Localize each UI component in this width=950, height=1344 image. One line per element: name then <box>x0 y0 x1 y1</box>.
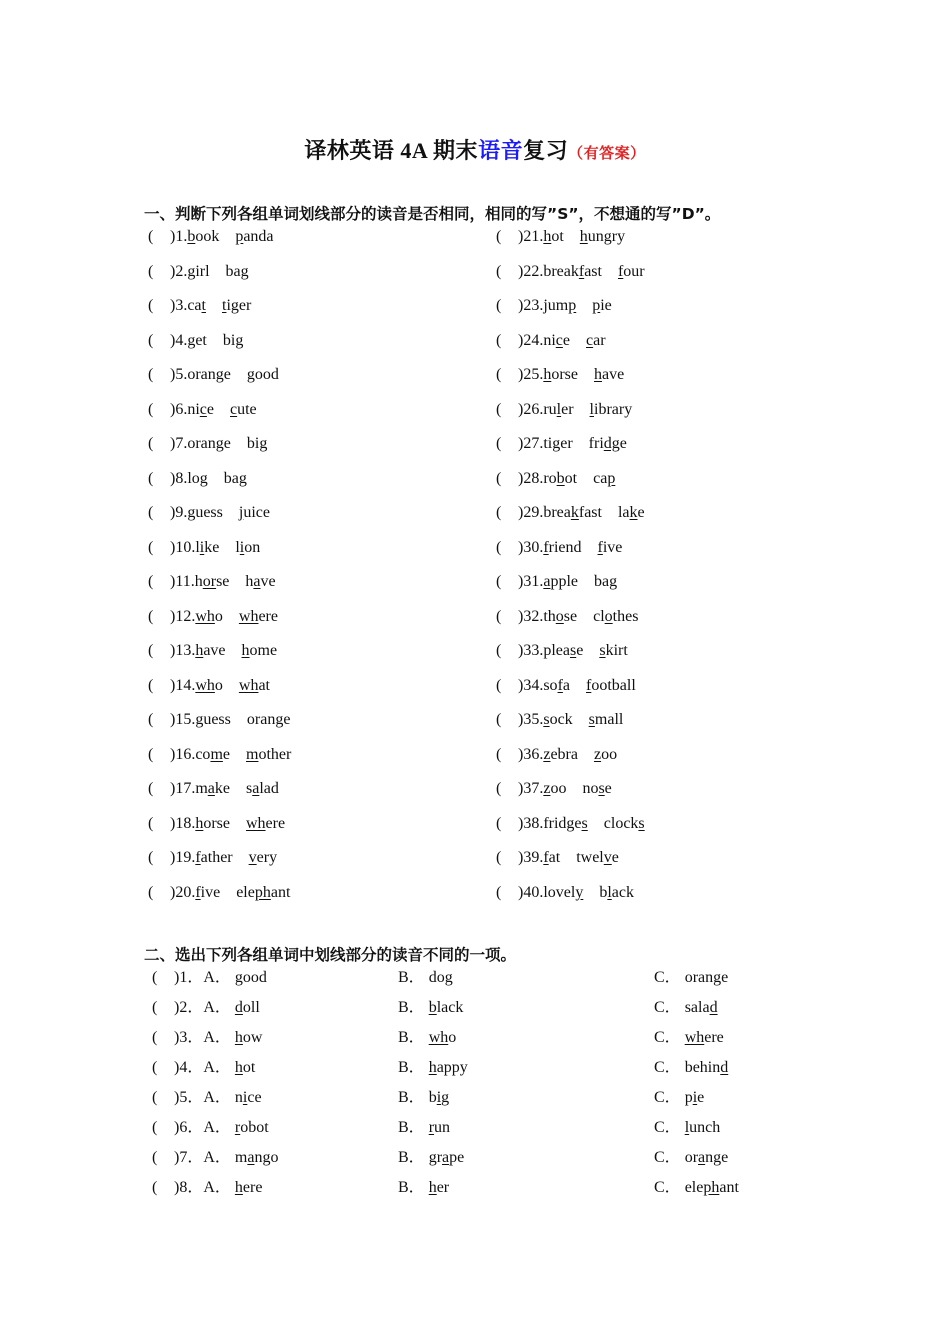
question-row: ( )22.breakfast four <box>496 262 645 280</box>
question-row: ( )38.fridges clocks <box>496 814 645 832</box>
option-c-word: pie <box>684 1089 705 1106</box>
word-first: sofa <box>543 676 570 694</box>
question-row: ( )3.cat tiger <box>148 297 252 314</box>
answer-blank[interactable]: ( <box>152 1179 158 1196</box>
answer-blank[interactable]: ( <box>496 435 502 452</box>
answer-blank[interactable]: ( <box>496 883 502 901</box>
answer-blank[interactable]: ( <box>496 538 502 556</box>
option-b[interactable]: B． dog <box>398 969 453 986</box>
word-first: robot <box>543 469 578 487</box>
answer-blank[interactable]: ( <box>148 538 154 556</box>
question-row: ( )9.guess juice <box>148 504 270 521</box>
word-first: horse <box>543 366 578 383</box>
answer-blank[interactable]: ( <box>496 607 502 625</box>
option-c-word: lunch <box>684 1119 721 1136</box>
choice-row: ( )1．A． good <box>152 969 267 986</box>
answer-blank[interactable]: ( <box>148 435 154 452</box>
question-row: ( )23.jump pie <box>496 297 612 314</box>
choice-row: ( )2．A． doll <box>152 999 260 1016</box>
word-first: breakfast <box>543 262 602 280</box>
question-row: ( )10.like lion <box>148 538 261 556</box>
question-row: ( )28.robot cap <box>496 469 616 487</box>
word-second: what <box>238 676 270 694</box>
word-first: fridges <box>543 814 588 832</box>
question-row: ( )18.horse where <box>148 814 286 832</box>
word-first: cat <box>187 297 206 314</box>
answer-blank[interactable]: ( <box>148 469 154 487</box>
word-second: panda <box>235 228 274 245</box>
answer-blank[interactable]: ( <box>496 400 502 418</box>
word-first: sock <box>543 711 573 728</box>
question-row: ( )30.friend five <box>496 538 623 556</box>
question-row: ( )36.zebra zoo <box>496 745 618 763</box>
answer-blank[interactable]: ( <box>148 883 154 901</box>
option-b[interactable]: B． grape <box>398 1149 465 1166</box>
answer-blank[interactable]: ( <box>148 607 154 625</box>
word-second: very <box>248 849 278 866</box>
answer-blank[interactable]: ( <box>148 504 154 521</box>
word-second: orange <box>246 711 291 728</box>
question-row: ( )12.who where <box>148 607 278 625</box>
word-first: who <box>195 676 223 694</box>
answer-blank[interactable]: ( <box>496 228 502 245</box>
answer-blank[interactable]: ( <box>152 1149 158 1166</box>
word-second: hungry <box>579 228 626 245</box>
answer-blank[interactable]: ( <box>148 849 154 866</box>
option-c-word: orange <box>684 1149 729 1166</box>
word-second: big <box>222 331 244 349</box>
answer-blank[interactable]: ( <box>496 262 502 280</box>
question-row: ( )16.come mother <box>148 745 292 763</box>
question-row: ( )35.sock small <box>496 711 624 728</box>
answer-blank[interactable]: ( <box>496 849 502 866</box>
option-c[interactable]: C． lunch <box>654 1119 721 1136</box>
option-a: mango <box>234 1149 279 1166</box>
option-b-word: who <box>428 1029 457 1046</box>
answer-blank[interactable]: ( <box>148 642 154 659</box>
word-second: skirt <box>599 642 628 659</box>
question-row: ( )7.orange big <box>148 435 268 452</box>
choice-row: ( )3．A． how <box>152 1029 263 1046</box>
question-row: ( )25.horse have <box>496 366 625 383</box>
answer-blank[interactable]: ( <box>152 969 158 986</box>
word-first: ruler <box>543 400 574 418</box>
word-first: five <box>195 883 221 901</box>
word-first: zebra <box>543 745 578 763</box>
answer-blank[interactable]: ( <box>152 1119 158 1136</box>
answer-blank[interactable]: ( <box>152 1089 158 1106</box>
answer-blank[interactable]: ( <box>148 262 154 280</box>
word-first: nice <box>187 400 214 418</box>
word-second: five <box>597 538 623 556</box>
word-first: nice <box>543 331 570 349</box>
question-row: ( )33.please skirt <box>496 642 628 659</box>
word-first: girl <box>187 262 210 280</box>
word-first: those <box>543 607 578 625</box>
option-b-word: grape <box>428 1149 465 1166</box>
word-first: please <box>543 642 584 659</box>
word-first: horse <box>194 573 230 590</box>
word-second: good <box>246 366 279 383</box>
question-row: ( )6.nice cute <box>148 400 257 418</box>
answer-blank[interactable]: ( <box>152 1029 158 1046</box>
title-note: （有答案） <box>568 146 646 162</box>
word-second: four <box>617 262 645 280</box>
word-first: fat <box>543 849 561 866</box>
word-second: have <box>245 573 276 590</box>
word-second: small <box>588 711 624 728</box>
word-first: zoo <box>543 780 567 797</box>
option-b-word: her <box>428 1179 450 1196</box>
option-a: here <box>234 1179 263 1196</box>
answer-blank[interactable]: ( <box>496 573 502 590</box>
choice-row: ( )4．A． hot <box>152 1059 256 1076</box>
option-b-word: big <box>428 1089 450 1106</box>
option-a: robot <box>234 1119 269 1136</box>
word-second: car <box>586 331 606 349</box>
question-row: ( )5.orange good <box>148 366 279 383</box>
option-c[interactable]: C． pie <box>654 1089 705 1106</box>
option-b-word: dog <box>428 969 453 986</box>
word-second: black <box>599 883 634 901</box>
choice-row: ( )5．A． nice <box>152 1089 262 1106</box>
option-c[interactable]: C． behind <box>654 1059 729 1076</box>
answer-blank[interactable]: ( <box>148 676 154 694</box>
option-b[interactable]: B． big <box>398 1089 450 1106</box>
answer-blank[interactable]: ( <box>152 999 158 1016</box>
word-second: have <box>593 366 625 383</box>
answer-blank[interactable]: ( <box>148 814 154 832</box>
question-row: ( )14.who what <box>148 676 270 694</box>
answer-blank[interactable]: ( <box>496 504 502 521</box>
word-first: guess <box>195 711 231 728</box>
word-first: come <box>195 745 230 763</box>
option-c-word: salad <box>684 999 718 1016</box>
option-b-word: run <box>428 1119 451 1136</box>
word-first: horse <box>195 814 230 832</box>
word-first: get <box>187 331 207 349</box>
answer-blank[interactable]: ( <box>152 1059 158 1076</box>
option-b[interactable]: B． happy <box>398 1059 468 1076</box>
answer-blank[interactable]: ( <box>148 297 154 314</box>
word-first: guess <box>187 504 223 521</box>
question-row: ( )26.ruler library <box>496 400 633 418</box>
word-second: bag <box>223 469 247 487</box>
question-row: ( )27.tiger fridge <box>496 435 627 452</box>
answer-blank[interactable]: ( <box>496 814 502 832</box>
word-second: mother <box>246 745 292 763</box>
question-row: ( )2.girl bag <box>148 262 249 280</box>
word-second: home <box>241 642 278 659</box>
word-second: lake <box>617 504 645 521</box>
word-first: book <box>187 228 220 245</box>
word-first: lovely <box>543 883 584 901</box>
word-first: log <box>187 469 208 487</box>
option-b-word: black <box>428 999 464 1016</box>
option-c[interactable]: C． orange <box>654 1149 729 1166</box>
question-row: ( )13.have home <box>148 642 278 659</box>
question-row: ( )24.nice car <box>496 331 606 349</box>
word-second: cap <box>593 469 616 487</box>
answer-blank[interactable]: ( <box>148 400 154 418</box>
word-second: lion <box>235 538 261 556</box>
option-b[interactable]: B． her <box>398 1179 450 1196</box>
option-c[interactable]: C． where <box>654 1029 724 1046</box>
question-row: ( )17.make salad <box>148 780 279 797</box>
word-second: fridge <box>588 435 627 452</box>
option-a: good <box>234 969 267 986</box>
word-second: twelve <box>576 849 619 866</box>
answer-blank[interactable]: ( <box>496 297 502 314</box>
word-second: tiger <box>221 297 252 314</box>
word-first: father <box>195 849 233 866</box>
word-first: hot <box>543 228 564 245</box>
option-c[interactable]: C． salad <box>654 999 718 1016</box>
word-first: orange <box>187 366 231 383</box>
option-c[interactable]: C． elephant <box>654 1179 739 1196</box>
question-row: ( )21.hot hungry <box>496 228 626 245</box>
question-row: ( )20.five elephant <box>148 883 291 901</box>
word-second: cute <box>230 400 257 418</box>
word-second: clocks <box>603 814 645 832</box>
option-c-word: behind <box>684 1059 729 1076</box>
question-row: ( )11.horse have <box>148 573 276 590</box>
title-main: 译林英语 4A 期末 <box>304 138 479 163</box>
word-second: elephant <box>236 883 291 901</box>
answer-blank[interactable]: ( <box>148 780 154 797</box>
word-second: football <box>586 676 636 694</box>
page-title <box>0 134 950 165</box>
question-row: ( )19.father very <box>148 849 278 866</box>
option-a: how <box>234 1029 263 1046</box>
question-row: ( )40.lovely black <box>496 883 634 901</box>
word-second: big <box>246 435 268 452</box>
answer-blank[interactable]: ( <box>148 711 154 728</box>
option-a: nice <box>234 1089 262 1106</box>
answer-blank[interactable]: ( <box>148 331 154 349</box>
option-c-word: orange <box>684 969 729 986</box>
question-row: ( )29.breakfast lake <box>496 504 645 521</box>
option-b[interactable]: B． who <box>398 1029 457 1046</box>
word-second: clothes <box>593 607 639 625</box>
option-b-word: happy <box>428 1059 468 1076</box>
choice-row: ( )7．A． mango <box>152 1149 279 1166</box>
word-second: library <box>589 400 633 418</box>
answer-blank[interactable]: ( <box>148 366 154 383</box>
answer-blank[interactable]: ( <box>496 366 502 383</box>
answer-blank[interactable]: ( <box>496 642 502 659</box>
word-first: apple <box>543 573 578 590</box>
word-first: orange <box>187 435 231 452</box>
question-row: ( )37.zoo nose <box>496 780 612 797</box>
answer-blank[interactable]: ( <box>496 331 502 349</box>
question-row: ( )31.apple bag <box>496 573 618 590</box>
word-first: jump <box>543 297 577 314</box>
word-second: nose <box>582 780 612 797</box>
word-second: bag <box>593 573 618 590</box>
answer-blank[interactable]: ( <box>496 745 502 763</box>
answer-blank[interactable]: ( <box>148 745 154 763</box>
option-a: hot <box>234 1059 256 1076</box>
answer-blank[interactable]: ( <box>496 780 502 797</box>
word-second: salad <box>246 780 279 797</box>
question-row: ( )4.get big <box>148 331 244 349</box>
question-row: ( )8.log bag <box>148 469 247 487</box>
word-first: friend <box>543 538 582 556</box>
choice-row: ( )6．A． robot <box>152 1119 269 1136</box>
option-c-word: elephant <box>684 1179 739 1196</box>
word-first: who <box>195 607 223 625</box>
word-second: where <box>238 607 278 625</box>
word-first: like <box>195 538 220 556</box>
option-c-word: where <box>684 1029 724 1046</box>
question-row: ( )39.fat twelve <box>496 849 619 866</box>
word-first: have <box>195 642 226 659</box>
word-second: juice <box>238 504 270 521</box>
answer-blank[interactable]: ( <box>148 573 154 590</box>
question-row: ( )34.sofa football <box>496 676 636 694</box>
answer-blank[interactable]: ( <box>496 676 502 694</box>
word-second: bag <box>225 262 249 280</box>
option-b[interactable]: B． black <box>398 999 464 1016</box>
word-second: pie <box>592 297 612 314</box>
title-phonics: 语音 <box>478 138 524 163</box>
question-row: ( )32.those clothes <box>496 607 639 625</box>
word-second: zoo <box>593 745 618 763</box>
word-first: breakfast <box>543 504 602 521</box>
word-first: tiger <box>543 435 573 452</box>
word-second: where <box>245 814 286 832</box>
answer-blank[interactable]: ( <box>148 228 154 245</box>
title-review: 复习 <box>523 138 569 163</box>
question-row: ( )1.book panda <box>148 228 274 245</box>
section1-heading: 一、判断下列各组单词划线部分的读音是否相同，相同的写”S”，不想通的写”D”。 <box>144 205 721 223</box>
answer-blank[interactable]: ( <box>496 469 502 487</box>
choice-row: ( )8．A． here <box>152 1179 263 1196</box>
option-b[interactable]: B． run <box>398 1119 451 1136</box>
option-c[interactable]: C． orange <box>654 969 729 986</box>
question-row: ( )15.guess orange <box>148 711 291 728</box>
option-a: doll <box>234 999 260 1016</box>
section2-heading: 二、选出下列各组单词中划线部分的读音不同的一项。 <box>144 946 517 964</box>
answer-blank[interactable]: ( <box>496 711 502 728</box>
word-first: make <box>195 780 230 797</box>
